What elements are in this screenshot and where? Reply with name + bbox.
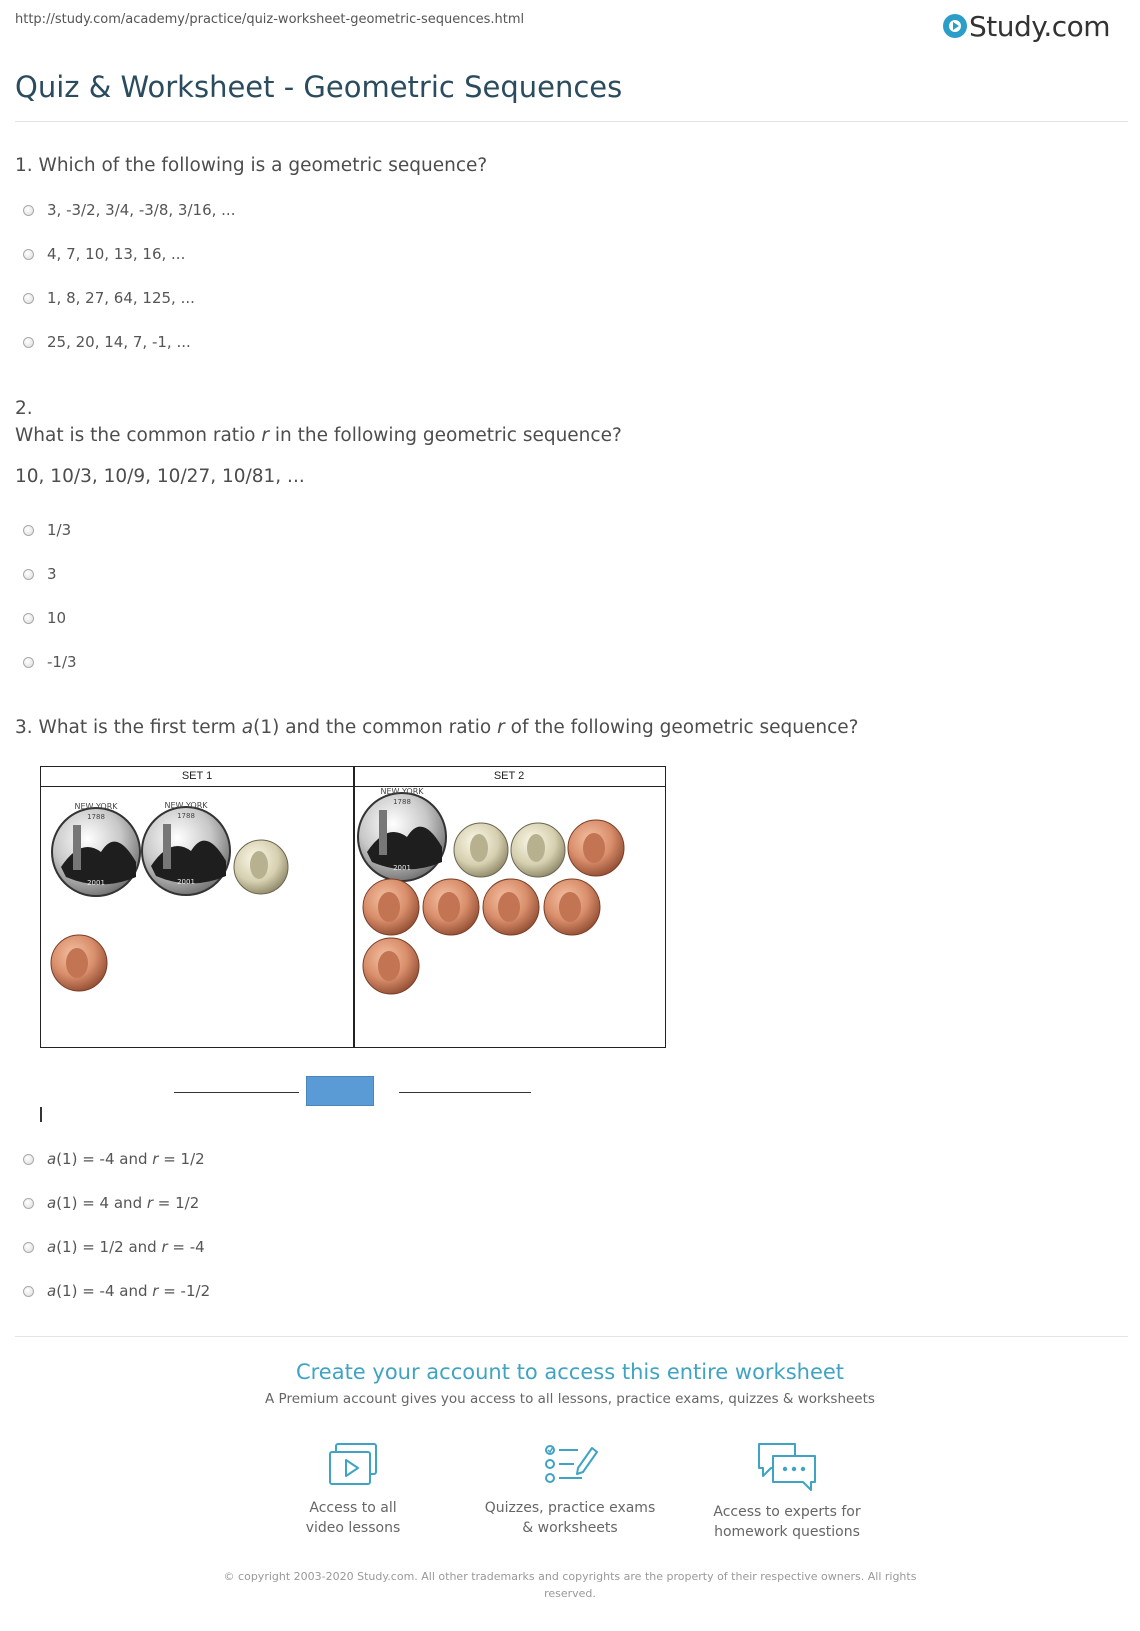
feature-quizzes[interactable]: [470, 1442, 670, 1538]
q2-option[interactable]: [23, 653, 77, 671]
radio-button[interactable]: [23, 613, 34, 624]
q1-option[interactable]: [23, 289, 195, 307]
q3-option[interactable]: [23, 1150, 205, 1168]
option-label: a(1) = -4 and r = -1/2: [47, 1282, 211, 1300]
text-cursor: [40, 1107, 42, 1122]
radio-button[interactable]: [23, 293, 34, 304]
radio-button[interactable]: [23, 525, 34, 536]
option-label: -1/3: [47, 653, 77, 671]
q2-text-after: in the following geometric sequence?: [269, 425, 622, 446]
quarter-coin: [52, 802, 140, 896]
radio-button[interactable]: [23, 657, 34, 668]
option-label: 10: [47, 609, 67, 627]
q3-option[interactable]: [23, 1282, 210, 1300]
divider: [15, 121, 1128, 122]
q2-option[interactable]: [23, 609, 66, 627]
quarter-label: NEW YORK: [74, 802, 118, 811]
feature-label: Access to experts for homework questions: [713, 1504, 861, 1540]
penny-coin: [544, 879, 600, 935]
option-label: 3: [47, 565, 57, 583]
question-2: [15, 425, 622, 446]
logo-text: Study.com: [969, 9, 1111, 43]
penny-coin: [423, 879, 479, 935]
answer-box: [306, 1076, 374, 1106]
question-2-number: 2.: [15, 398, 33, 419]
radio-button[interactable]: [23, 1198, 34, 1209]
q3-text-3: of the following geometric sequence?: [504, 717, 859, 738]
question-1: 1. Which of the following is a geometric sequence?: [15, 155, 488, 176]
quiz-checklist-icon: [542, 1442, 598, 1488]
radio-button[interactable]: [23, 569, 34, 580]
dime-coin: [511, 823, 565, 877]
divider: [15, 1336, 1128, 1337]
answer-blank-line: [399, 1092, 531, 1093]
option-label: 25, 20, 14, 7, -1, ...: [47, 333, 191, 351]
q2-option[interactable]: [23, 565, 57, 583]
coin-sets-table: [40, 766, 666, 1048]
q1-option[interactable]: [23, 333, 191, 351]
feature-label: Access to all video lessons: [305, 1500, 401, 1536]
quarter-year: 1788: [87, 813, 105, 821]
answer-blank-line: [174, 1092, 299, 1093]
radio-button[interactable]: [23, 205, 34, 216]
radio-button[interactable]: [23, 249, 34, 260]
quarter-label: NEW YORK: [380, 787, 424, 796]
option-label: 1/3: [47, 521, 72, 539]
set-1-header: SET 1: [41, 767, 353, 787]
copyright: © copyright 2003-2020 Study.com. All other trademarks and copyrights are the property of their respective owners. All rights reserved.: [223, 1570, 917, 1600]
page-url: http://study.com/academy/practice/quiz-worksheet-geometric-sequences.html: [15, 12, 525, 27]
q3-text-2: (1) and the common ratio: [253, 717, 498, 738]
radio-button[interactable]: [23, 337, 34, 348]
q3-option[interactable]: [23, 1194, 199, 1212]
cta-subtitle: A Premium account gives you access to all lessons, practice exams, quizzes & worksheets: [265, 1391, 875, 1407]
q2-text-before: What is the common ratio: [15, 425, 262, 446]
radio-button[interactable]: [23, 1286, 34, 1297]
dime-coin: [454, 823, 508, 877]
study-logo[interactable]: [943, 6, 1110, 46]
quarter-date: 2001: [87, 879, 105, 887]
q3-var-r: r: [497, 717, 505, 738]
feature-video-lessons[interactable]: [253, 1442, 453, 1538]
question-3: [15, 717, 859, 738]
feature-experts[interactable]: [687, 1442, 887, 1542]
option-label: a(1) = 4 and r = 1/2: [47, 1194, 200, 1212]
penny-coin: [568, 820, 624, 876]
question-2-sequence: 10, 10/3, 10/9, 10/27, 10/81, ...: [15, 466, 305, 487]
option-label: 1, 8, 27, 64, 125, ...: [47, 289, 195, 307]
q1-option[interactable]: [23, 245, 185, 263]
q3-text-1: 3. What is the first term: [15, 717, 242, 738]
option-label: a(1) = -4 and r = 1/2: [47, 1150, 205, 1168]
option-label: a(1) = 1/2 and r = -4: [47, 1238, 205, 1256]
penny-coin: [363, 879, 419, 935]
page-title: Quiz & Worksheet - Geometric Sequences: [15, 70, 623, 104]
chat-experts-icon: [755, 1442, 819, 1492]
quarter-coin: [358, 787, 446, 881]
penny-coin: [483, 879, 539, 935]
option-label: 3, -3/2, 3/4, -3/8, 3/16, ...: [47, 201, 236, 219]
penny-coin: [51, 935, 107, 991]
quarter-label: NEW YORK: [164, 801, 208, 810]
option-label: 4, 7, 10, 13, 16, ...: [47, 245, 186, 263]
video-lessons-icon: [326, 1442, 380, 1488]
penny-coin: [363, 938, 419, 994]
quarter-year: 1788: [177, 812, 195, 820]
radio-button[interactable]: [23, 1154, 34, 1165]
cta-title[interactable]: Create your account to access this entire worksheet: [295, 1360, 845, 1384]
set-2-header: SET 2: [353, 767, 665, 787]
quarter-year: 1788: [393, 798, 411, 806]
q1-option[interactable]: [23, 201, 235, 219]
q3-option[interactable]: [23, 1238, 205, 1256]
q2-var-r: r: [261, 425, 269, 446]
coins-illustration: [41, 767, 664, 1046]
feature-label: Quizzes, practice exams & worksheets: [484, 1500, 656, 1536]
quarter-coin: [142, 801, 230, 895]
dime-coin: [234, 840, 288, 894]
q2-option[interactable]: [23, 521, 71, 539]
play-icon: [943, 14, 967, 38]
radio-button[interactable]: [23, 1242, 34, 1253]
quarter-date: 2001: [393, 864, 411, 872]
q3-var-a: a: [241, 717, 254, 738]
quarter-date: 2001: [177, 878, 195, 886]
